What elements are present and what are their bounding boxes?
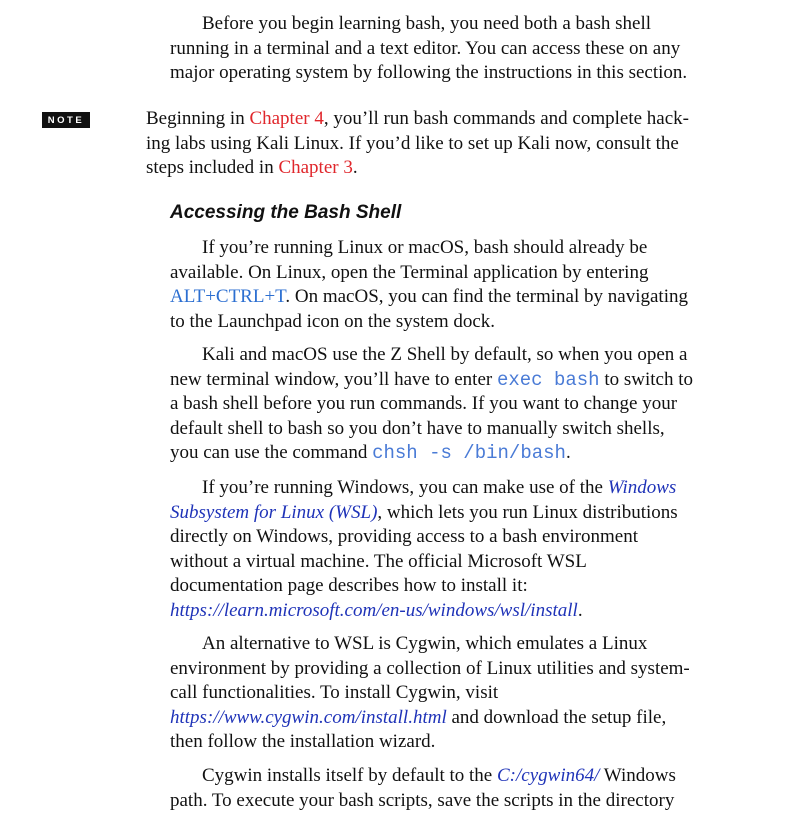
- body-text: .: [565, 442, 571, 464]
- note-badge: NOTE: [42, 112, 90, 128]
- body-text: Cygwin installs itself by default to the: [202, 765, 497, 786]
- body-line: An alternative to WSL is Cygwin, which emulates a Linux: [202, 633, 648, 654]
- body-text: and download the setup file,: [446, 706, 667, 728]
- note-text: steps included in: [146, 157, 279, 179]
- body-text: new terminal window, you’ll have to enter: [170, 368, 497, 390]
- wsl-link[interactable]: Windows: [607, 477, 677, 498]
- intro-line: major operating system by following the instructions in this section.: [170, 62, 688, 84]
- body-line: a bash shell before you run commands. If you want to change your: [170, 393, 678, 415]
- wsl-install-url-link[interactable]: https://learn.microsoft.com/en-us/windows/wsl/install: [170, 599, 578, 621]
- key-combo: ALT+CTRL+T: [170, 286, 286, 308]
- body-line: available. On Linux, open the Terminal application by entering: [170, 261, 649, 283]
- wsl-link-continued[interactable]: Subsystem for Linux (WSL): [170, 501, 378, 523]
- body-line: directly on Windows, providing access to a bash environment: [170, 526, 638, 548]
- note-line: [146, 156, 689, 181]
- body-line: [170, 599, 678, 624]
- body-text: you can use the command: [170, 442, 373, 464]
- body-line: [170, 764, 676, 789]
- intro-paragraph: [170, 12, 687, 86]
- body-line: environment by providing a collection of Linux utilities and system-: [170, 657, 690, 679]
- body-text: . On macOS, you can find the terminal by navigating: [285, 286, 688, 308]
- body-text: Windows: [599, 765, 676, 786]
- body-line: [170, 706, 690, 731]
- cygwin-path-link[interactable]: C:/cygwin64/: [497, 765, 600, 786]
- body-text: If you’re running Windows, you can make use of the: [202, 477, 608, 498]
- intro-line: running in a terminal and a text editor. You can access these on any: [170, 37, 681, 59]
- body-line: [170, 476, 678, 501]
- linux-macos-paragraph: [170, 236, 688, 334]
- body-line: then follow the installation wizard.: [170, 731, 436, 753]
- note-text: .: [352, 157, 358, 179]
- body-line: [170, 501, 678, 526]
- body-line: documentation page describes how to install it:: [170, 575, 528, 597]
- body-line: [170, 368, 693, 393]
- body-text: .: [577, 599, 583, 621]
- note-text: , you’ll run bash commands and complete hack-: [323, 108, 689, 129]
- cygwin-path-paragraph: [170, 764, 676, 813]
- section-heading: Accessing the Bash Shell: [170, 202, 402, 223]
- intro-line: Before you begin learning bash, you need both a bash shell: [202, 13, 652, 34]
- body-line: [170, 285, 688, 310]
- body-line: default shell to bash so you don’t have to manually switch shells,: [170, 417, 665, 439]
- wsl-paragraph: [170, 476, 678, 624]
- note-line: ing labs using Kali Linux. If you’d like to set up Kali now, consult the: [146, 132, 679, 154]
- body-line: Kali and macOS use the Z Shell by default, so when you open a: [202, 344, 688, 365]
- note-paragraph: [146, 107, 689, 181]
- chsh-code: chsh -s /bin/bash: [372, 442, 566, 465]
- body-line: without a virtual machine. The official Microsoft WSL: [170, 550, 587, 572]
- chapter-4-link[interactable]: Chapter 4: [249, 108, 324, 129]
- zshell-paragraph: [170, 343, 693, 466]
- body-line: [170, 441, 693, 466]
- body-text: , which lets you run Linux distributions: [377, 501, 678, 523]
- body-line: call functionalities. To install Cygwin, visit: [170, 682, 499, 704]
- exec-bash-code: exec bash: [496, 368, 600, 391]
- body-line: If you’re running Linux or macOS, bash should already be: [202, 237, 648, 258]
- body-text: to switch to: [599, 368, 693, 390]
- body-line: path. To execute your bash scripts, save the scripts in the directory: [170, 789, 675, 811]
- chapter-3-link[interactable]: Chapter 3: [278, 157, 353, 179]
- body-line: to the Launchpad icon on the system dock.: [170, 310, 496, 332]
- note-text: Beginning in: [146, 108, 250, 129]
- cygwin-paragraph: [170, 632, 690, 755]
- cygwin-install-url-link[interactable]: https://www.cygwin.com/install.html: [170, 706, 447, 728]
- note-line: [146, 107, 689, 132]
